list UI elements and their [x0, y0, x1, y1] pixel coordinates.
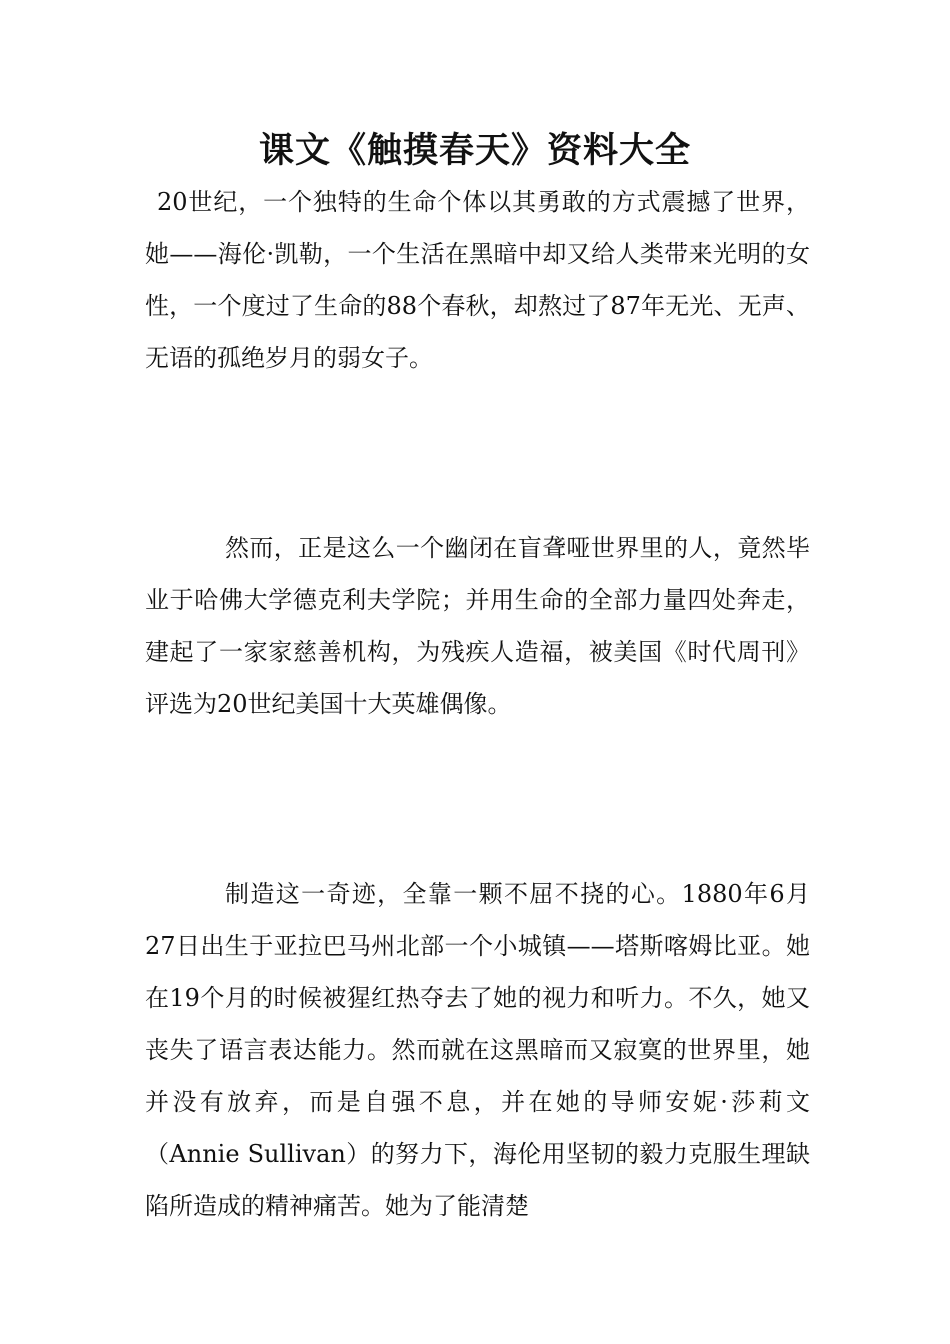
- paragraph-intro: 20世纪，一个独特的生命个体以其勇敢的方式震撼了世界，她——海伦·凯勒，一个生活在黑暗中却又给人类带来光明的女性，一个度过了生命的88个春秋，却熬过了87年无光、无声、无语的孤绝岁月的弱女子。: [145, 188, 810, 372]
- document-title: 课文《触摸春天》资料大全: [258, 131, 691, 171]
- paragraph-achievements: 然而，正是这么一个幽闭在盲聋哑世界里的人，竟然毕业于哈佛大学德克利夫学院；并用生命的全部力量四处奔走，建起了一家家慈善机构，为残疾人造福，被美国《时代周刊》评选为20世纪美国十大英雄偶像。: [145, 534, 810, 718]
- paragraph-biography: 制造这一奇迹，全靠一颗不屈不挠的心。1880年6月27日出生于亚拉巴马州北部一个小城镇——塔斯喀姆比亚。她在19个月的时候被猩红热夺去了她的视力和听力。不久，她又丧失了语言表达能力。然而就在这黑暗而又寂寞的世界里，她并没有放弃，而是自强不息，并在她的导师安妮·莎莉文（Annie Sullivan）的努力下，海伦用坚韧的毅力克服生理缺陷所造成的精神痛苦。她为了能清楚: [145, 880, 810, 1220]
